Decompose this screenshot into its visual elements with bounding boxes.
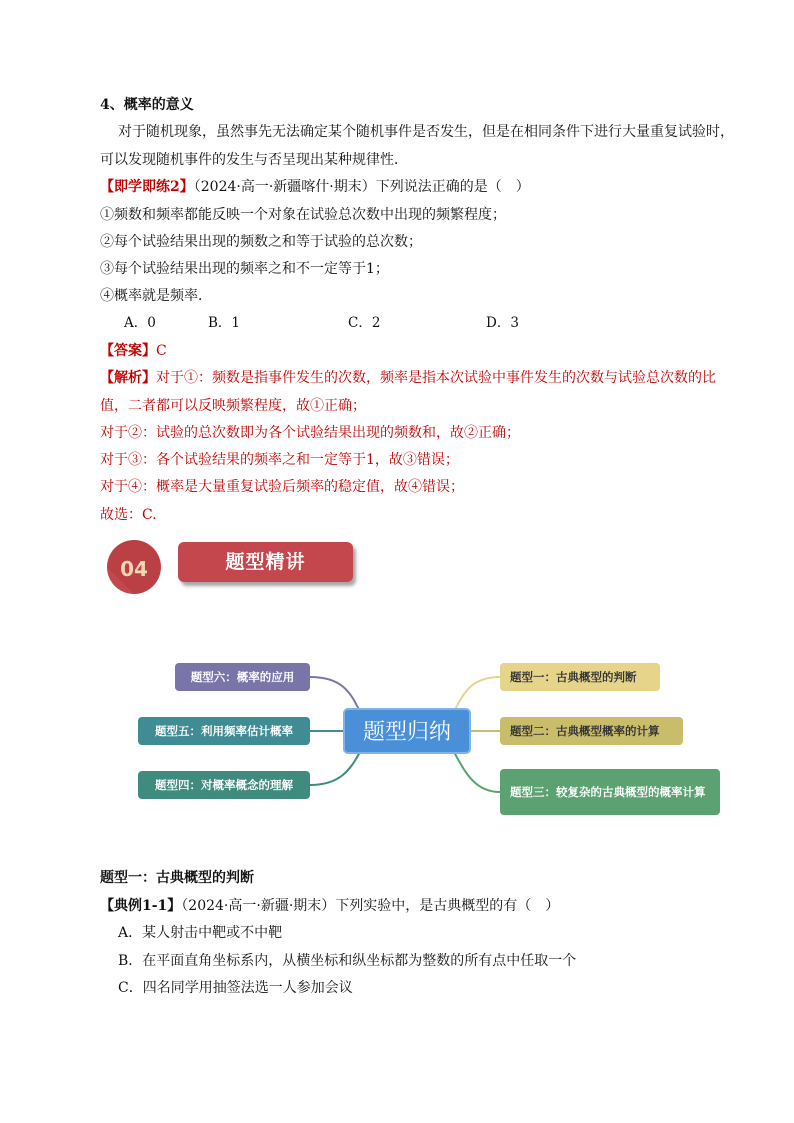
- section-number: 04: [120, 557, 148, 581]
- statement-item: ④概率就是频率．: [100, 288, 212, 304]
- practice-tag: 【即学即练2】: [100, 179, 194, 195]
- option-a: A．0: [124, 315, 156, 331]
- option-b: B．在平面直角坐标系内，从横坐标和纵坐标都为整数的所有点中任取一个: [118, 953, 577, 969]
- option-c: C．四名同学用抽签法选一人参加会议: [118, 980, 353, 996]
- section-heading: 4、概率的意义: [100, 97, 194, 113]
- option-c: C．2: [348, 315, 381, 331]
- statement-item: ②每个试验结果出现的频数之和等于试验的总次数；: [100, 234, 422, 250]
- answer-tag: 【答案】: [100, 343, 156, 359]
- analysis-line: 【解析】对于①：频数是指事件发生的次数，频率是指本次试验中事件发生的次数与试验总次数的比: [100, 370, 716, 386]
- section-title: 题型精讲: [225, 551, 306, 573]
- option-a: A．某人射击中靶或不中靶: [118, 925, 283, 941]
- example-source: （2024·高一·新疆·期末）下列实验中，是古典概型的有（ ）: [181, 898, 560, 914]
- statement-item: ③每个试验结果出现的频率之和不一定等于1；: [100, 261, 389, 277]
- analysis-line: 故选：C.: [100, 507, 157, 523]
- mindmap-center: 题型归纳: [343, 708, 471, 754]
- answer-value: C: [156, 343, 167, 359]
- statement-item: ①频数和频率都能反映一个对象在试验总次数中出现的频繁程度；: [100, 207, 506, 223]
- example-tag: 【典例1-1】: [100, 898, 182, 914]
- analysis-line: 值，二者都可以反映频繁程度，故①正确；: [100, 398, 366, 414]
- option-d: D．3: [486, 315, 519, 331]
- mindmap-node-type4: 题型四：对概率概念的理解: [138, 771, 310, 799]
- mindmap-node-type5: 题型五：利用频率估计概率: [138, 717, 310, 745]
- practice-source: （2024·高一·新疆喀什·期末）下列说法正确的是（ ）: [193, 179, 530, 195]
- analysis-tag: 【解析】: [100, 370, 156, 386]
- mindmap-node-type1: 题型一：古典概型的判断: [500, 663, 660, 691]
- mindmap-node-type3: 题型三：较复杂的古典概型的概率计算: [500, 769, 720, 815]
- analysis-line: 对于②：试验的总次数即为各个试验结果出现的频数和，故②正确；: [100, 425, 520, 441]
- example-question: [100, 896, 559, 916]
- type1-heading: 题型一：古典概型的判断: [100, 870, 254, 886]
- paragraph-line: 可以发现随机事件的发生与否呈现出某种规律性．: [100, 152, 408, 168]
- mindmap-node-type2: 题型二：古典概型概率的计算: [500, 717, 683, 745]
- paragraph-line: 对于随机现象，虽然事先无法确定某个随机事件是否发生，但是在相同条件下进行大量重复试验时，: [118, 124, 734, 140]
- analysis-line: 对于④：概率是大量重复试验后频率的稳定值，故④错误；: [100, 479, 464, 495]
- mindmap-node-type6: 题型六：概率的应用: [175, 663, 310, 691]
- option-b: B．1: [208, 315, 241, 331]
- analysis-line: 对于③：各个试验结果的频率之和一定等于1，故③错误；: [100, 452, 459, 468]
